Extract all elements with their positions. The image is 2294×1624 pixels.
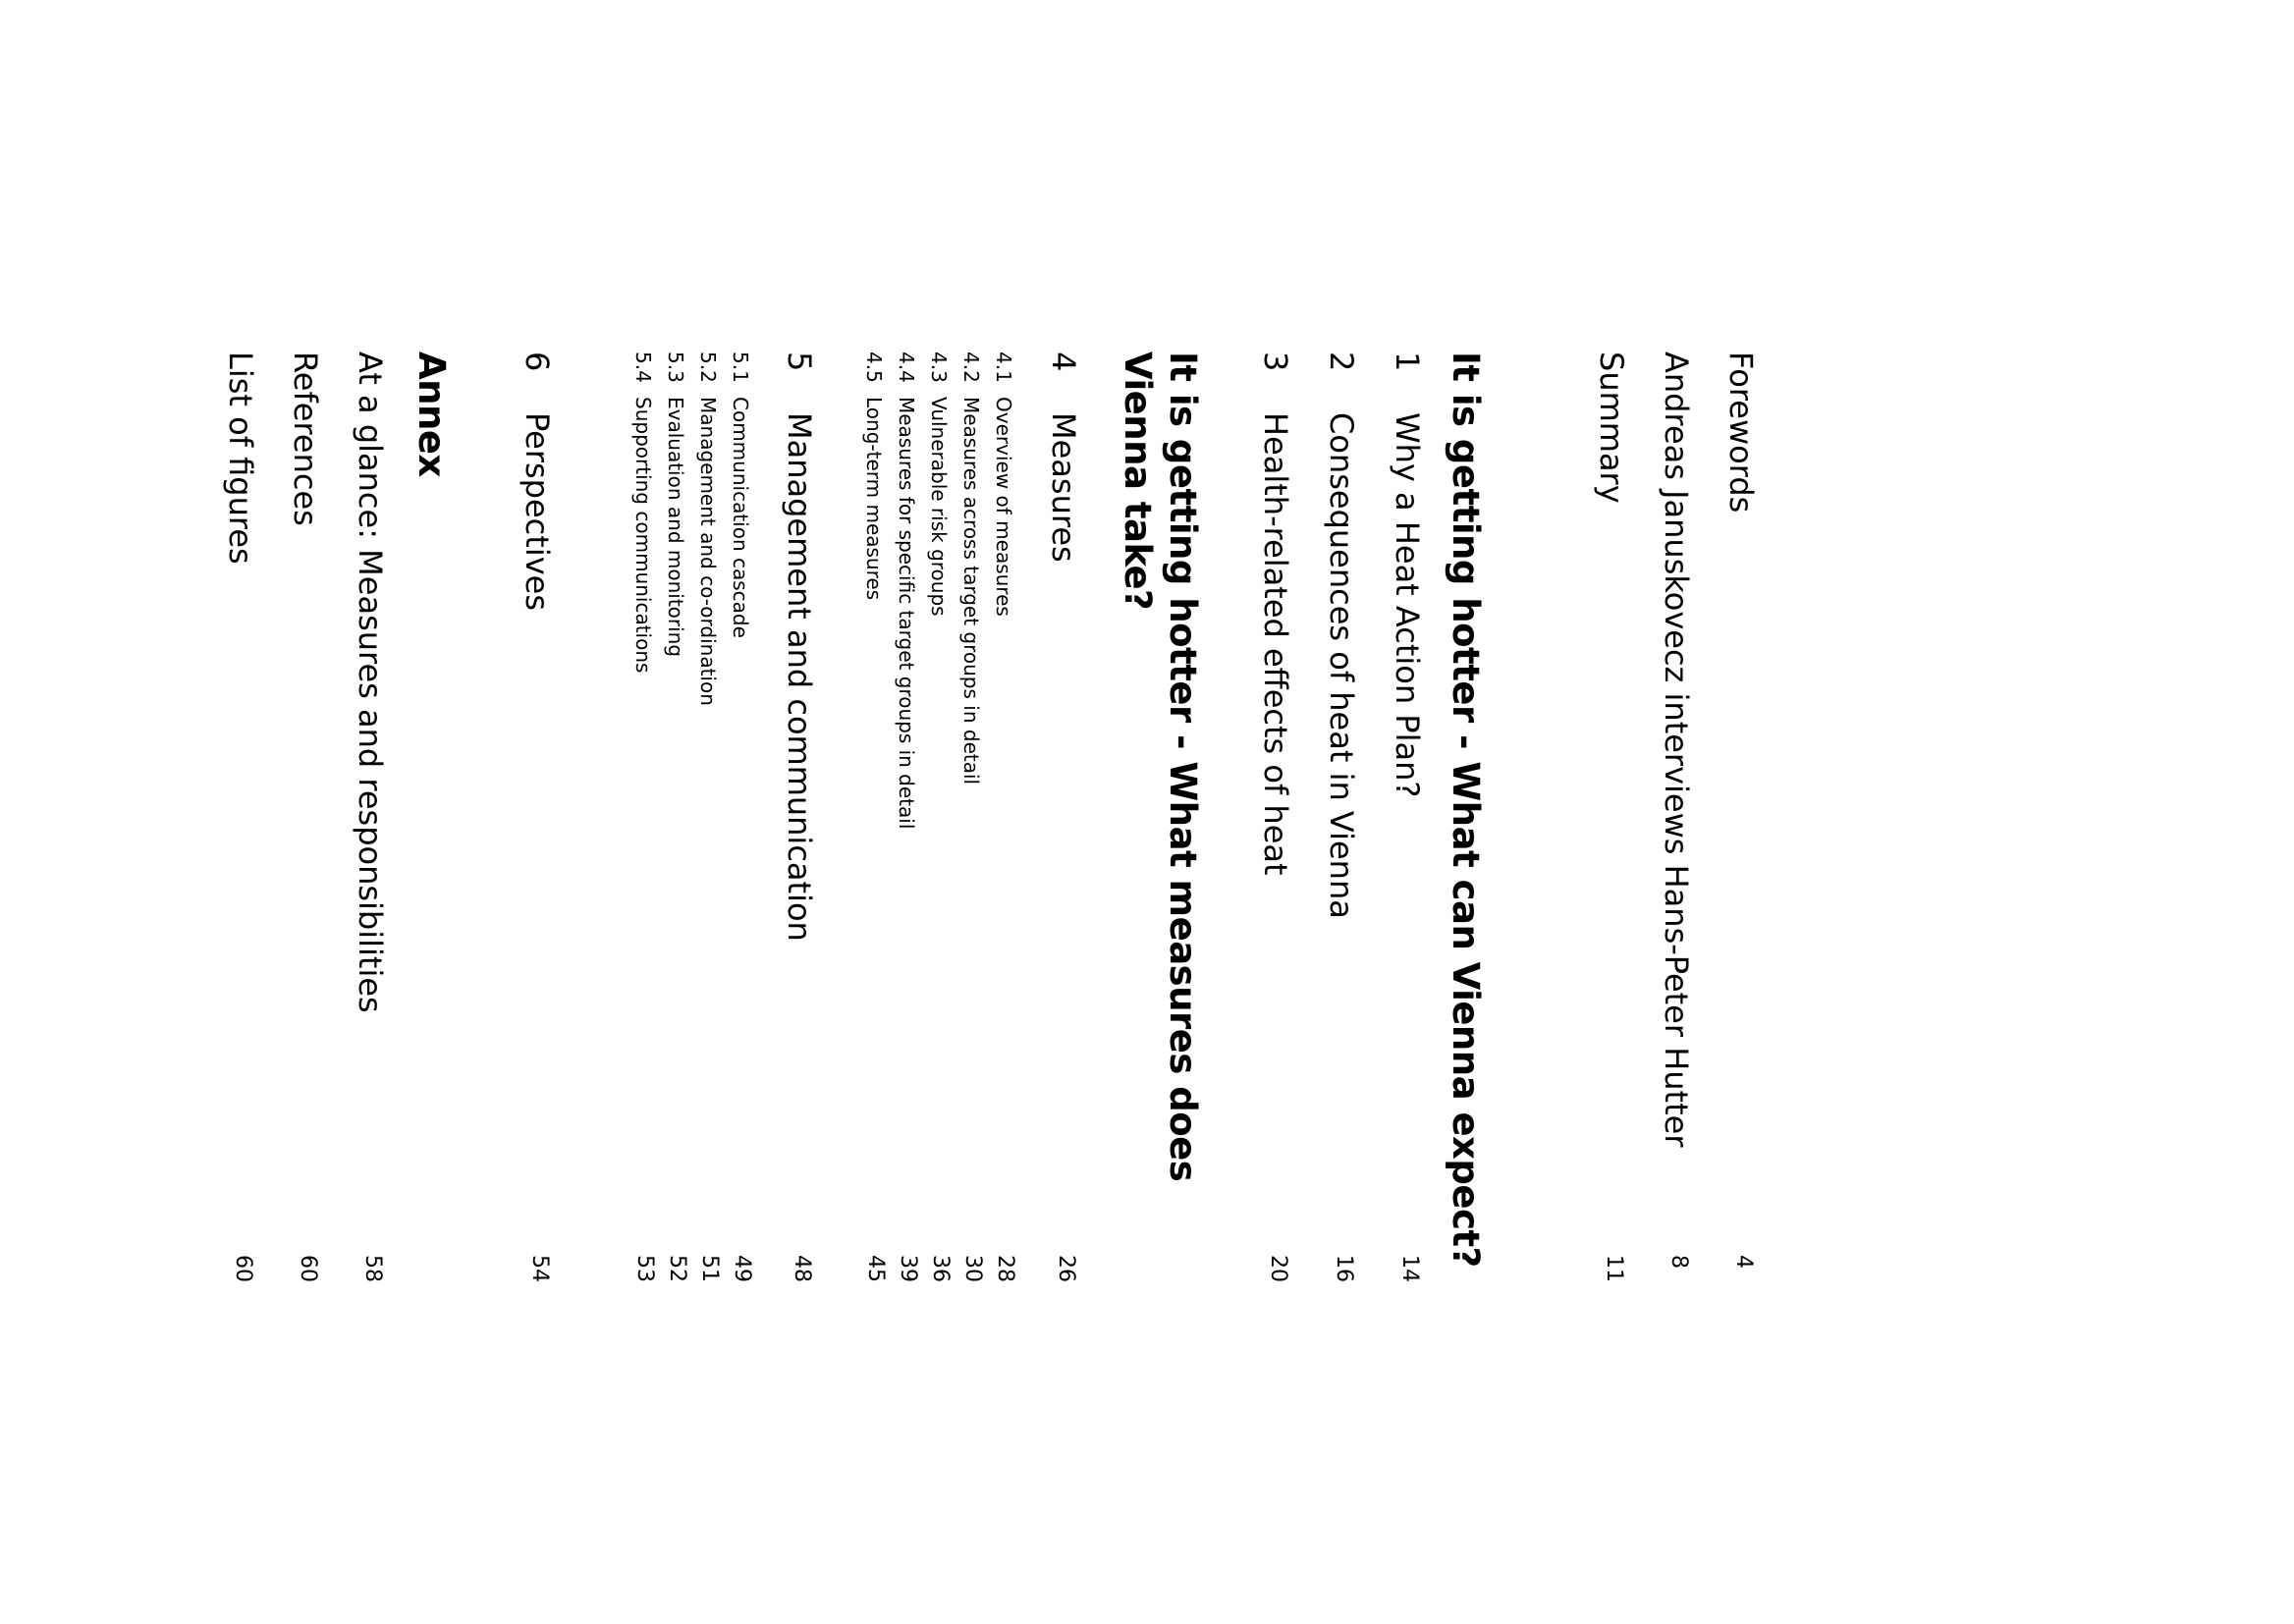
toc-label: Why a Heat Action Plan? <box>1389 412 1426 798</box>
toc-page-number: 16 <box>1332 1255 1356 1282</box>
toc-label: Andreas Januskovecz interviews Hans-Peter Hutter <box>1658 352 1695 1148</box>
toc-page-number: 60 <box>231 1255 255 1282</box>
toc-page-number: 30 <box>960 1255 985 1282</box>
toc-label: At a glance: Measures and responsibilities <box>352 352 389 1013</box>
toc-page-number: 26 <box>1054 1255 1078 1282</box>
part1-heading: It is getting hotter - What can Vienna expect? <box>1445 352 1487 1268</box>
toc-label: Management and communication <box>781 412 818 942</box>
toc-chapter-number: 6 <box>519 352 556 372</box>
toc-chapter-number: 1 <box>1389 352 1426 372</box>
part2-heading-line2: Vienna take? <box>1117 352 1159 611</box>
toc-chapter-number: 2 <box>1323 352 1360 372</box>
toc-section-number: 5.1 <box>729 352 752 383</box>
toc-label: Overview of measures <box>992 397 1015 617</box>
toc-label: Perspectives <box>519 412 556 611</box>
toc-page-number: 11 <box>1602 1255 1626 1282</box>
toc-page-number: 8 <box>1666 1255 1691 1269</box>
toc-label: References <box>287 352 324 526</box>
toc-section-number: 4.5 <box>862 352 886 383</box>
toc-page-number: 52 <box>665 1255 689 1282</box>
toc-page-number: 51 <box>697 1255 722 1282</box>
toc-label: Health-related effects of heat <box>1257 412 1294 876</box>
toc-section-number: 5.3 <box>664 352 687 383</box>
toc-page-number: 36 <box>928 1255 953 1282</box>
toc-page-number: 4 <box>1731 1255 1756 1269</box>
toc-page-number: 58 <box>360 1255 385 1282</box>
toc-page-number: 48 <box>790 1255 814 1282</box>
toc-section-number: 5.4 <box>631 352 655 383</box>
part2-heading-line1: It is getting hotter - What measures does <box>1162 352 1204 1182</box>
toc-section-number: 4.2 <box>959 352 983 383</box>
toc-chapter-number: 3 <box>1257 352 1294 372</box>
toc-chapter-number: 4 <box>1045 352 1082 372</box>
toc-label: Measures across target groups in detail <box>959 397 983 785</box>
toc-page-number: 54 <box>527 1255 552 1282</box>
toc-page-number: 20 <box>1266 1255 1290 1282</box>
toc-section-number: 4.1 <box>992 352 1015 383</box>
toc-page-number: 39 <box>896 1255 920 1282</box>
toc-section-number: 4.3 <box>927 352 951 383</box>
toc-page-number: 49 <box>730 1255 754 1282</box>
toc-page-number: 14 <box>1397 1255 1422 1282</box>
toc-section-number: 5.2 <box>696 352 720 383</box>
toc-page-number: 28 <box>993 1255 1017 1282</box>
toc-label: List of figures <box>222 352 259 565</box>
toc-label: Management and co-ordination <box>696 397 720 706</box>
toc-label: Supporting communications <box>631 397 655 674</box>
toc-label: Forewords <box>1722 352 1760 514</box>
toc-label: Summary <box>1593 352 1630 504</box>
toc-label: Measures <box>1045 412 1082 563</box>
toc-label: Long-term measures <box>862 397 886 601</box>
toc-label: Measures for specific target groups in detail <box>895 397 918 830</box>
toc-section-number: 4.4 <box>895 352 918 383</box>
toc-label: Evaluation and monitoring <box>664 397 687 658</box>
toc-page-number: 45 <box>863 1255 888 1282</box>
toc-label: Vulnerable risk groups <box>927 397 951 617</box>
annex-heading: Annex <box>410 352 453 477</box>
toc-label: Consequences of heat in Vienna <box>1323 412 1360 919</box>
toc-label: Communication cascade <box>729 397 752 638</box>
toc-chapter-number: 5 <box>781 352 818 372</box>
toc-page-number: 53 <box>632 1255 657 1282</box>
toc-page-number: 60 <box>296 1255 320 1282</box>
